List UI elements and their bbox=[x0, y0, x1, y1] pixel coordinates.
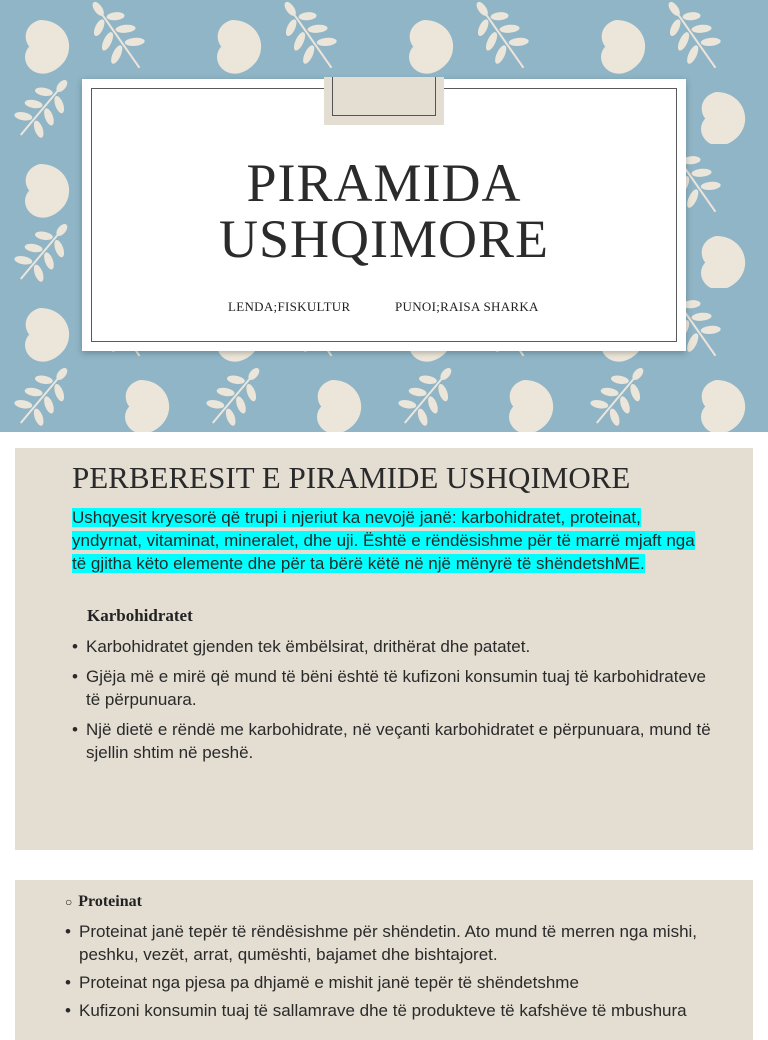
list-item: • Gjëja më e mirë që mund të bëni është të kufizoni konsumin tuaj të karbohidrateve të përpunuara. bbox=[72, 667, 706, 709]
title-card-tab bbox=[324, 77, 444, 125]
proteins-list bbox=[65, 920, 735, 1027]
slide-heading: PERBERESIT E PIRAMIDE USHQIMORE bbox=[72, 460, 631, 495]
author-label: PUNOI;RAISA SHARKA bbox=[395, 299, 539, 314]
highlighted-text: Ushqyesit kryesorë që trupi i njeriut ka nevojë janë: karbohidratet, proteinat, yndyrnat, vitaminat, mineralet, dhe uji. Është e rëndësishme për të marrë mjaft nga të gjitha këto elemente dhe për ta bërë këtë në një mënyrë të shëndetshME. bbox=[72, 508, 695, 573]
circle-bullet-icon: ○ bbox=[65, 895, 73, 909]
intro-paragraph bbox=[72, 506, 712, 575]
list-item: • Një dietë e rëndë me karbohidrate, në veçanti karbohidratet e përpunuara, mund të sjellin shtim në peshë. bbox=[72, 720, 711, 762]
bullet-icon: • bbox=[65, 922, 71, 941]
page-title bbox=[82, 155, 686, 267]
title-line-2: USHQIMORE bbox=[218, 209, 550, 269]
list-item: • Proteinat nga pjesa pa dhjamë e mishit janë tepër të shëndetshme bbox=[65, 973, 579, 992]
bullet-icon: • bbox=[72, 637, 78, 656]
bullet-icon: • bbox=[72, 667, 78, 686]
subheading-carbohydrates: Karbohidratet bbox=[87, 606, 193, 625]
bullet-icon: • bbox=[65, 1001, 71, 1020]
title-slide bbox=[0, 0, 768, 432]
list-item: • Kufizoni konsumin tuaj të sallamrave dhe të produkteve të kafshëve të mbushura bbox=[65, 1001, 687, 1020]
content-slide-proteins bbox=[15, 880, 753, 1040]
subject-label: LENDA;FISKULTUR bbox=[228, 299, 351, 314]
carbohydrates-list bbox=[72, 635, 722, 771]
bullet-icon: • bbox=[72, 720, 78, 739]
subheading-proteins: ○ Proteinat bbox=[65, 893, 142, 910]
list-item: • Karbohidratet gjenden tek ëmbëlsirat, drithërat dhe patatet. bbox=[72, 637, 531, 656]
bullet-icon: • bbox=[65, 973, 71, 992]
title-card bbox=[82, 79, 686, 351]
title-line-1: PIRAMIDA bbox=[246, 153, 522, 213]
list-item: • Proteinat janë tepër të rëndësishme për shëndetin. Ato mund të merren nga mishi, peshku, vezët, arrat, qumështi, bajamet dhe bishtajoret. bbox=[65, 922, 698, 964]
content-slide-carbohydrates bbox=[15, 448, 753, 850]
